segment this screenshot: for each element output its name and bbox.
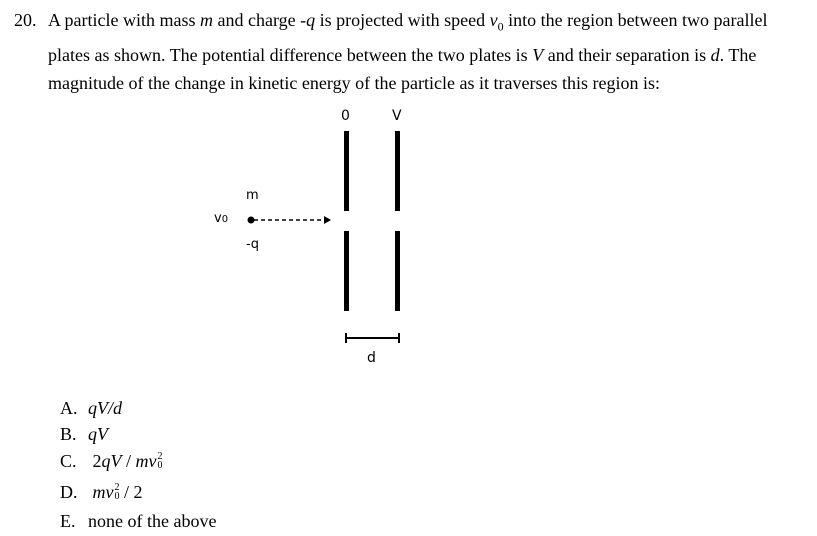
var-V: V: [532, 44, 544, 65]
sup: 2: [157, 450, 163, 462]
option-expr: qV/d: [88, 398, 122, 418]
expr-part: mv: [92, 482, 114, 502]
text: and their separation is: [543, 44, 711, 65]
sub: 0: [114, 490, 120, 502]
separation-label: d: [367, 350, 376, 366]
option-letter: E.: [60, 511, 76, 531]
sub: 0: [497, 19, 504, 34]
text: into the region between two parallel plates as shown. The potential difference between the two plates is: [48, 10, 768, 65]
option-letter: C.: [60, 451, 77, 471]
var-q: -q: [300, 10, 316, 30]
mass-label: m: [246, 188, 259, 203]
question-text: [48, 6, 804, 97]
option-letter: A.: [60, 398, 78, 418]
option-letter: B.: [60, 424, 77, 444]
speed-label: [214, 211, 228, 226]
left-plate-bottom: [344, 231, 349, 311]
option-d[interactable]: [60, 482, 143, 503]
sup: 2: [114, 481, 120, 493]
option-expr: qV: [88, 424, 108, 444]
particle-dot: [248, 217, 255, 224]
text: and charge: [212, 10, 301, 30]
sup-sub: [158, 452, 163, 470]
expr-part: /: [121, 451, 136, 471]
left-plate-top: [344, 131, 349, 211]
speed-sub: 0: [221, 214, 229, 225]
sup-sub: [115, 483, 120, 501]
var-m: m: [199, 10, 213, 30]
arrowhead-icon: [324, 216, 331, 224]
text: is projected with speed: [315, 10, 490, 30]
right-plate-label: V: [392, 108, 402, 124]
left-plate-label: 0: [341, 108, 350, 124]
var-v: v: [489, 10, 498, 30]
option-c[interactable]: [60, 451, 163, 472]
option-e[interactable]: [60, 511, 216, 532]
right-plate-top: [395, 131, 400, 211]
sub: 0: [157, 459, 163, 471]
option-letter: D.: [60, 482, 78, 502]
var-d: d: [710, 44, 720, 65]
speed-v: v: [214, 211, 222, 226]
expr-part: / 2: [119, 482, 143, 502]
right-plate-bottom: [395, 231, 400, 311]
expr-part: 2: [92, 451, 102, 471]
expr-part: mv: [135, 451, 157, 471]
option-a[interactable]: [60, 398, 122, 419]
separation-bar: [344, 332, 404, 344]
expr-part: qV: [101, 451, 122, 471]
text: . The magnitude of the change in kinetic energy of the particle as it traverses this region is:: [48, 44, 757, 93]
particle-arrow: [240, 210, 340, 230]
charge-label: -q: [246, 237, 259, 252]
question: [14, 6, 804, 97]
option-text: none of the above: [88, 511, 217, 531]
text: A particle with mass: [48, 10, 200, 30]
question-number: 20.: [14, 10, 37, 30]
option-b[interactable]: [60, 424, 108, 445]
